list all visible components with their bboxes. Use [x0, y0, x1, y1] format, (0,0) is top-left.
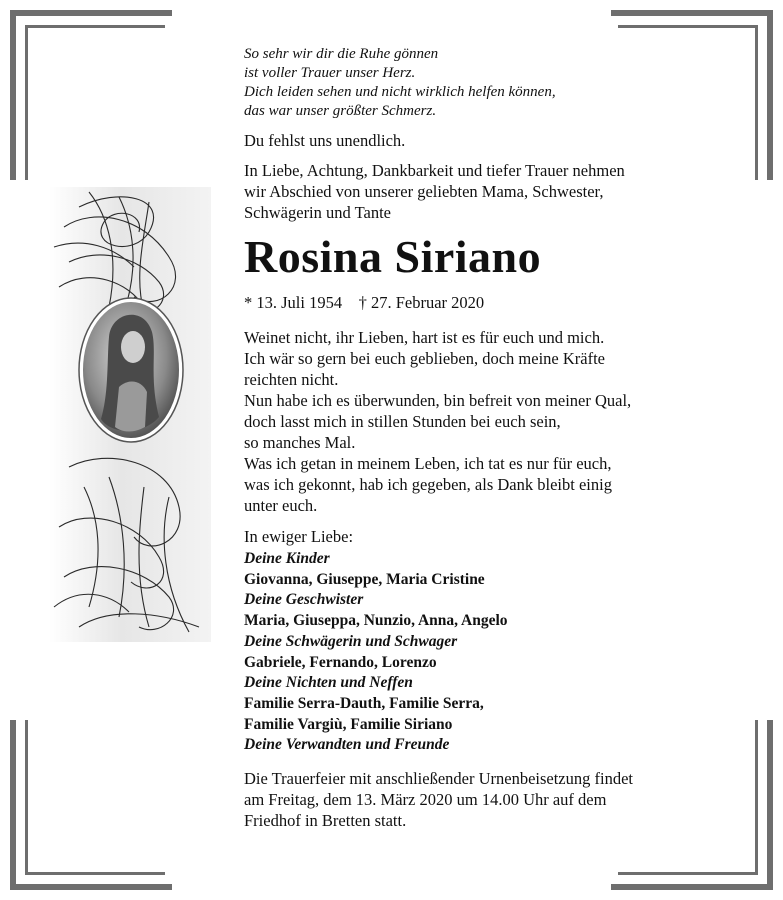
miss-line: Du fehlst uns unendlich.	[244, 131, 406, 150]
family-group-heading: Deine Verwandten und Freunde	[244, 736, 450, 754]
announcement-line: wir Abschied von unserer geliebten Mama, Schwester,	[244, 182, 604, 201]
farewell-line: Nun habe ich es überwunden, bin befreit von meiner Qual,	[244, 391, 632, 410]
family-group-heading: Deine Geschwister	[244, 591, 364, 609]
funeral-line: Die Trauerfeier mit anschließender Urnenbeisetzung findet	[244, 769, 633, 789]
family-group-heading: Deine Schwägerin und Schwager	[244, 632, 458, 650]
farewell-line: unter euch.	[244, 496, 318, 515]
announcement	[244, 160, 744, 223]
family-names: Maria, Giuseppa, Nunzio, Anna, Angelo	[244, 612, 508, 630]
family-names: Familie Serra-Dauth, Familie Serra,	[244, 694, 484, 712]
farewell-line: Weinet nicht, ihr Lieben, hart ist es für euch und mich.	[244, 328, 605, 347]
farewell-line: reichten nicht.	[244, 370, 339, 389]
birth-date: * 13. Juli 1954	[244, 293, 343, 312]
decorative-motif	[49, 187, 211, 642]
farewell-line: Ich wär so gern bei euch geblieben, doch meine Kräfte	[244, 349, 606, 368]
opening-poem	[244, 45, 744, 121]
poem-line: das war unser größter Schmerz.	[244, 103, 437, 119]
death-date: † 27. Februar 2020	[358, 293, 485, 312]
family-list	[244, 549, 744, 756]
deceased-name: Rosina Siriano	[244, 231, 542, 282]
obituary-text	[244, 45, 744, 831]
family-names: Familie Vargiù, Familie Siriano	[244, 715, 453, 733]
signoff: In ewiger Liebe:	[244, 527, 354, 546]
announcement-line: Schwägerin und Tante	[244, 203, 392, 222]
family-names: Giovanna, Giuseppe, Maria Cristine	[244, 570, 485, 588]
poem-line: So sehr wir dir die Ruhe gönnen	[244, 46, 439, 62]
funeral-line: am Freitag, dem 13. März 2020 um 14.00 Uhr auf dem	[244, 790, 607, 810]
life-dates	[244, 292, 744, 313]
farewell-line: doch lasst mich in stillen Stunden bei euch sein,	[244, 412, 561, 431]
oval-portrait	[79, 298, 183, 442]
farewell-line: so manches Mal.	[244, 433, 356, 452]
farewell-line: Was ich getan in meinem Leben, ich tat es nur für euch,	[244, 454, 612, 473]
funeral-info	[244, 768, 744, 831]
farewell-poem	[244, 327, 744, 516]
family-names: Gabriele, Fernando, Lorenzo	[244, 653, 437, 671]
funeral-line: Friedhof in Bretten statt.	[244, 811, 407, 831]
family-group-heading: Deine Kinder	[244, 550, 330, 567]
family-group-heading: Deine Nichten und Neffen	[244, 674, 413, 692]
farewell-line: was ich gekonnt, hab ich gegeben, als Dank bleibt einig	[244, 475, 612, 494]
announcement-line: In Liebe, Achtung, Dankbarkeit und tiefer Trauer nehmen	[244, 161, 625, 180]
poem-line: ist voller Trauer unser Herz.	[244, 65, 416, 81]
poem-line: Dich leiden sehen und nicht wirklich helfen können,	[244, 84, 556, 100]
